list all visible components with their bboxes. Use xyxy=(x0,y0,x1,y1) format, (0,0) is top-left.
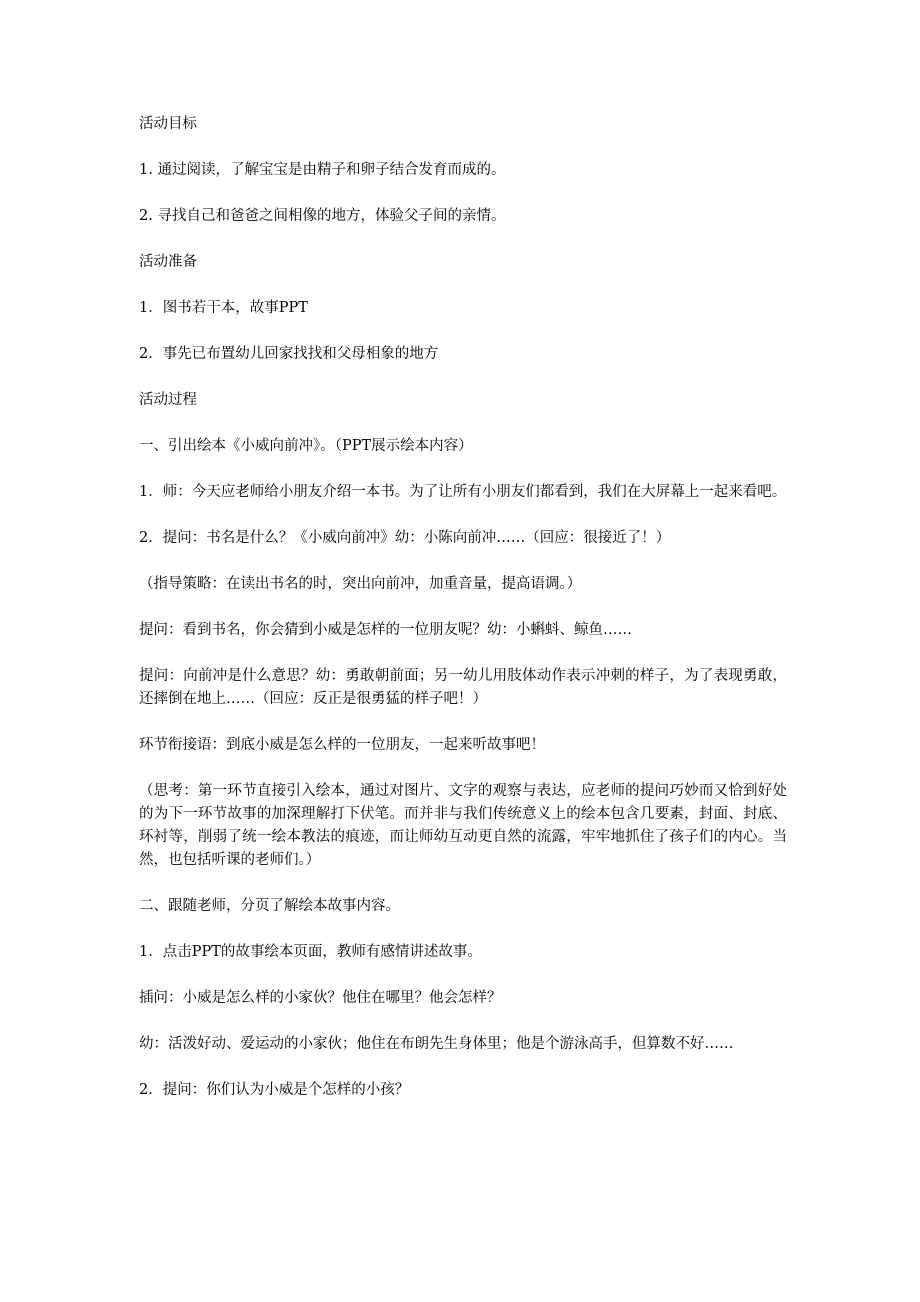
interject-question: 插问：小威是怎么样的小家伙？他住在哪里？他会怎样？ xyxy=(139,990,502,1006)
heading-goals: 活动目标 xyxy=(139,116,197,132)
prep-item: 2．事先已布置幼儿回家找找和父母相象的地方 xyxy=(139,346,439,362)
question-paragraph: 提问：看到书名，你会猜到小威是怎样的一位朋友呢？幼：小蝌蚪、鲸鱼…… xyxy=(139,622,632,638)
process-step: 2．提问：书名是什么？《小威向前冲》幼：小陈向前冲……（回应：很接近了！） xyxy=(139,530,671,546)
process-step: 1．点击PPT的故事绘本页面，教师有感情讲述故事。 xyxy=(139,944,482,960)
process-step: 2．提问：你们认为小威是个怎样的小孩？ xyxy=(139,1082,410,1098)
section-heading: 二、跟随老师，分页了解绘本故事内容。 xyxy=(139,898,400,914)
question-paragraph: 提问：向前冲是什么意思？幼：勇敢朝前面；另一幼儿用肢体动作表示冲刺的样子，为了表现勇敢，还摔倒在地上……（回应：反正是很勇猛的样子吧！） xyxy=(139,668,787,707)
document-body xyxy=(139,113,787,1125)
prep-item: 1．图书若干本，故事PPT xyxy=(139,300,308,316)
transition-paragraph: 环节衔接语：到底小威是怎么样的一位朋友，一起来听故事吧！ xyxy=(139,737,545,753)
heading-process: 活动过程 xyxy=(139,392,197,408)
reflection-paragraph: （思考：第一环节直接引入绘本，通过对图片、文字的观察与表达，应老师的提问巧妙而又恰到好处的为下一环节故事的加深理解打下伏笔。而并非与我们传统意义上的绘本包含几要素，封面、封底、环衬等，削弱了统一绘本教法的痕迹，而让师幼互动更自然的流露，牢牢地抓住了孩子们的内心。当然，也包括听课的老师们。） xyxy=(139,783,787,868)
goal-item: 1. 通过阅读，了解宝宝是由精子和卵子结合发育而成的。 xyxy=(139,162,506,178)
goal-item: 2. 寻找自己和爸爸之间相像的地方，体验父子间的亲情。 xyxy=(139,208,506,224)
heading-prep: 活动准备 xyxy=(139,254,197,270)
strategy-note: （指导策略：在读出书名的时，突出向前冲，加重音量，提高语调。） xyxy=(139,576,582,592)
child-answer: 幼：活泼好动、爱运动的小家伙；他住在布朗先生身体里；他是个游泳高手，但算数不好…… xyxy=(139,1036,734,1052)
section-heading: 一、引出绘本《小威向前冲》。（PPT展示绘本内容） xyxy=(139,438,473,454)
process-step: 1．师：今天应老师给小朋友介绍一本书。为了让所有小朋友们都看到，我们在大屏幕上一起来看吧。 xyxy=(139,484,787,500)
